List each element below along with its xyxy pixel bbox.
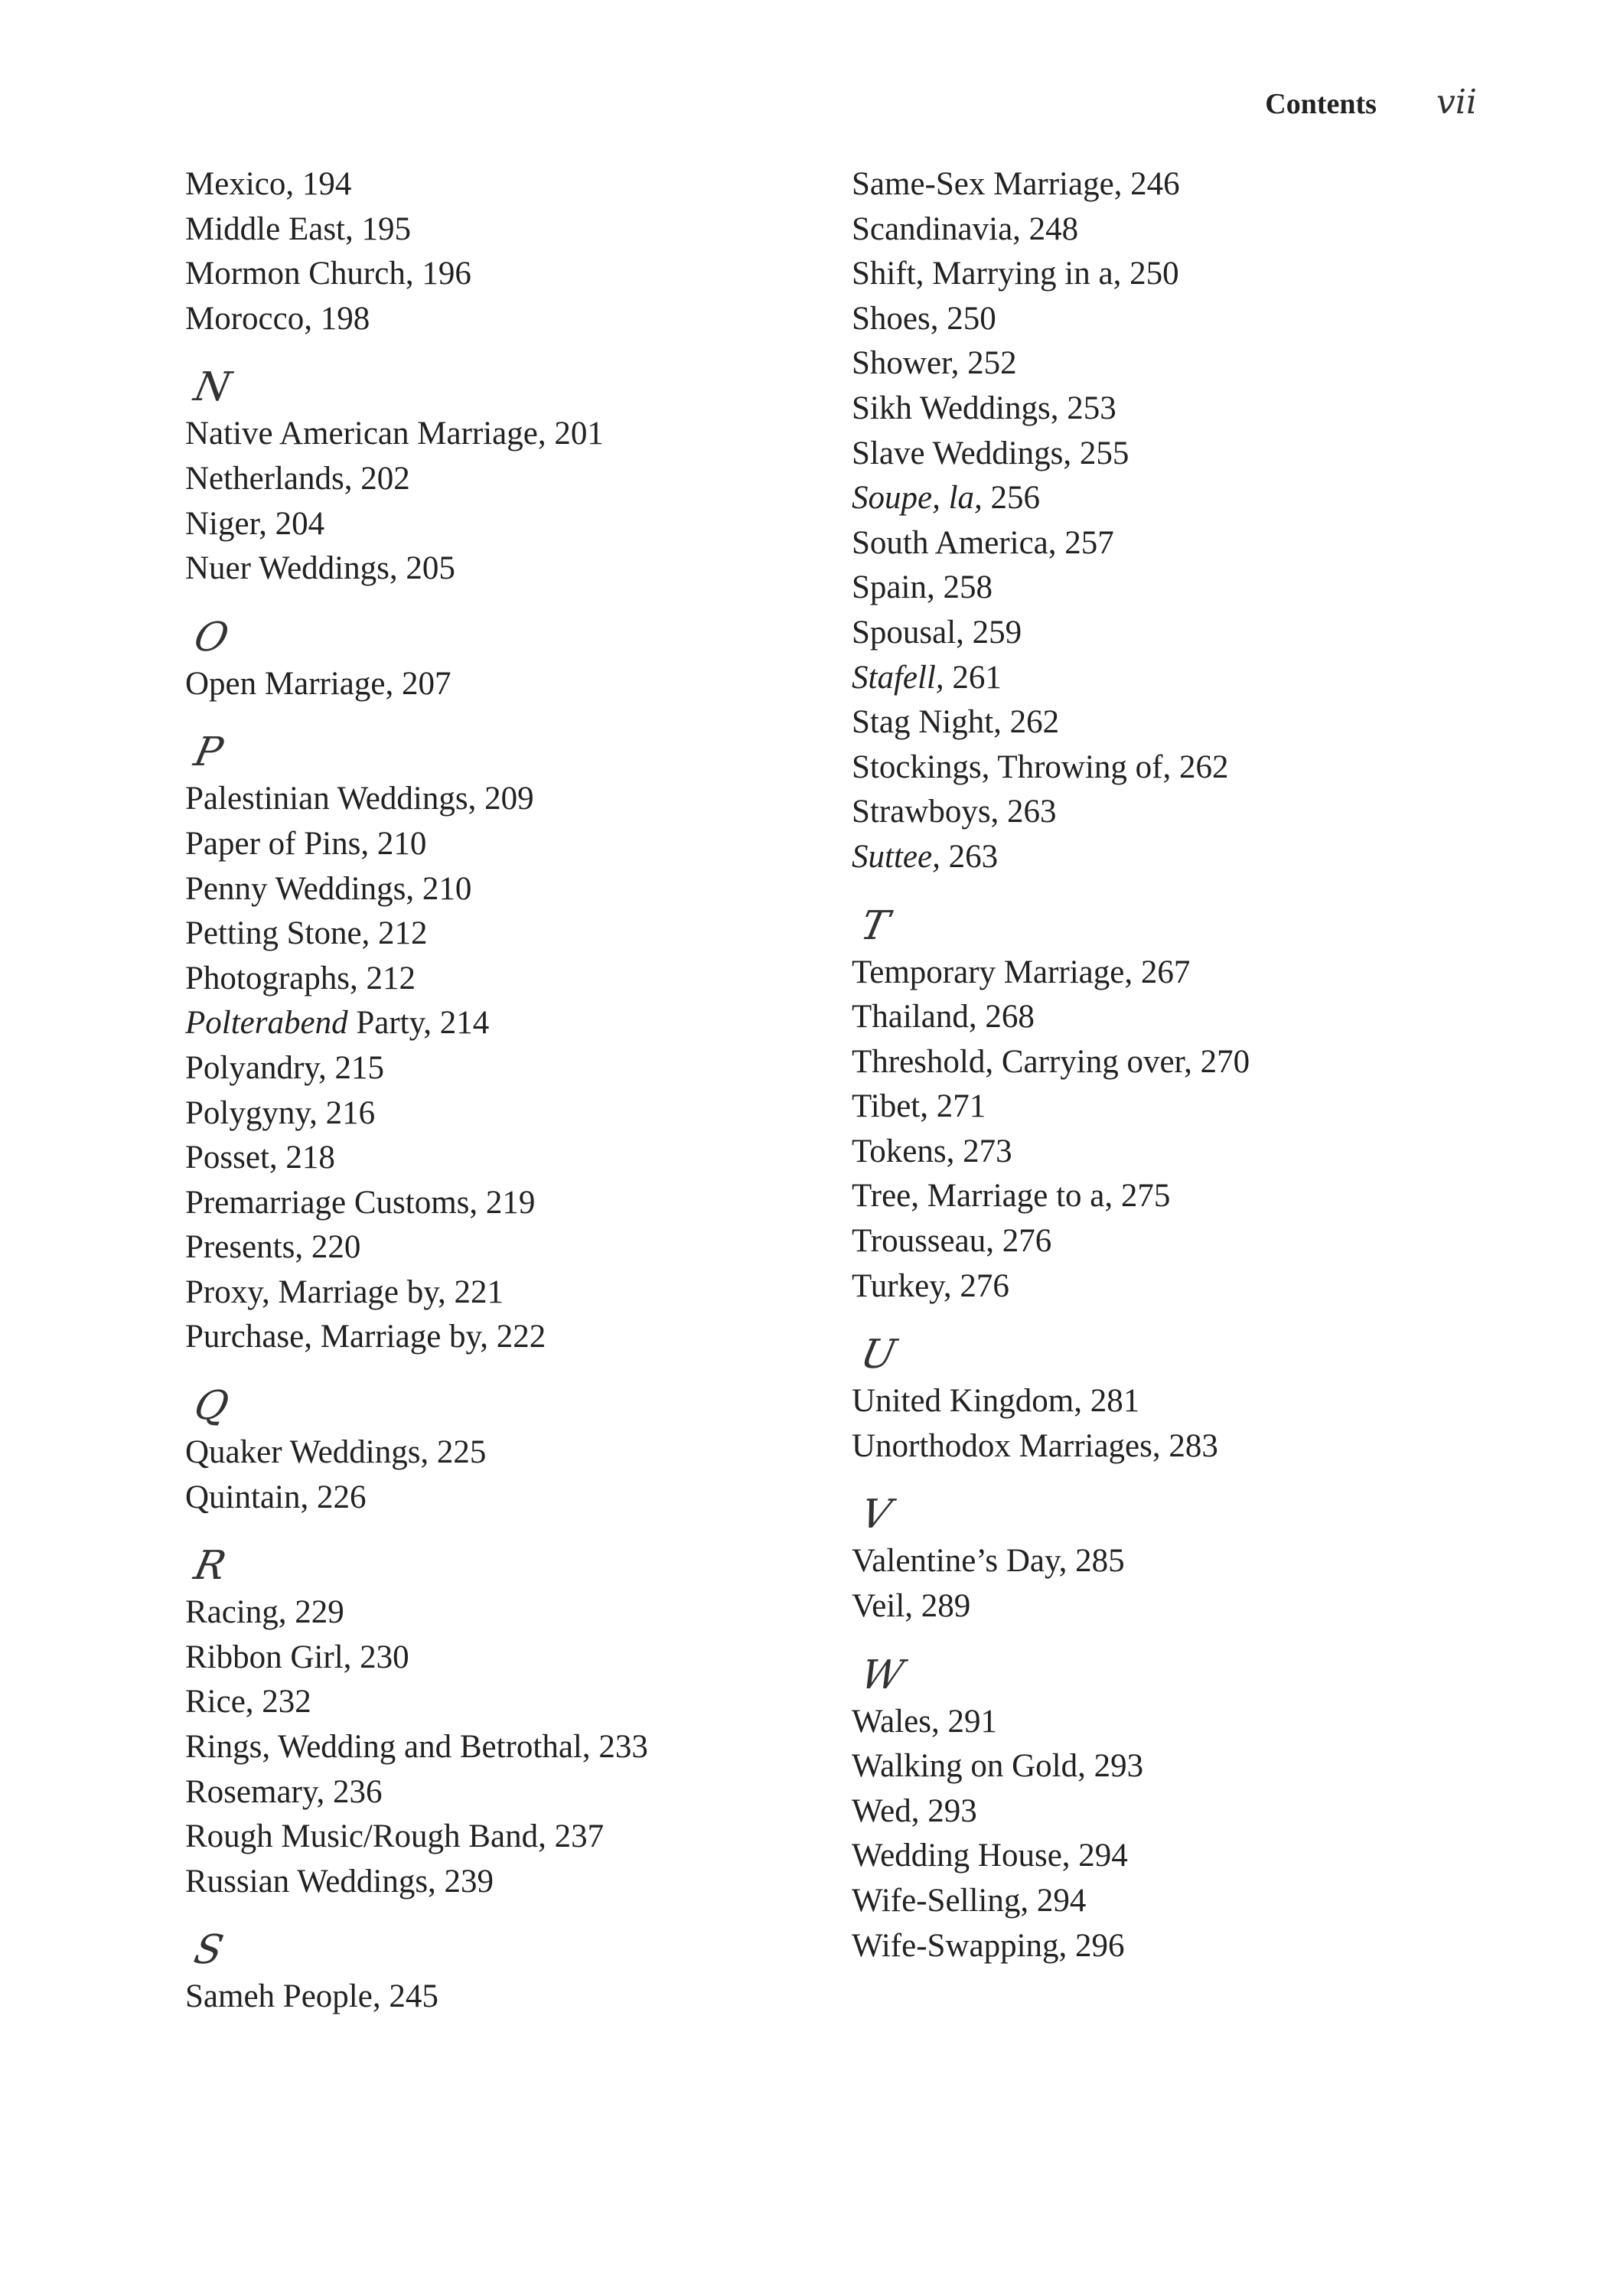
contents-entry — [852, 386, 1479, 432]
entry-text: Stag Night, 262 — [852, 704, 1060, 741]
contents-entry — [852, 1424, 1479, 1469]
contents-entry — [185, 546, 813, 592]
entry-text: Netherlands, 202 — [185, 460, 410, 497]
entry-text: Petting Stone, 212 — [185, 915, 428, 952]
entry-text: Shoes, 250 — [852, 300, 996, 337]
contents-entry — [185, 1315, 813, 1360]
contents-entry — [852, 1700, 1479, 1745]
contents-entry — [852, 1219, 1479, 1264]
contents-entry — [852, 1879, 1479, 1924]
contents-entry — [852, 1264, 1479, 1309]
contents-entry — [185, 1815, 813, 1860]
letter-section — [852, 1490, 1479, 1629]
entry-text: Polyandry, 215 — [185, 1049, 384, 1086]
entry-text: Valentine’s Day, 285 — [852, 1543, 1125, 1580]
entry-text: Sikh Weddings, 253 — [852, 390, 1116, 426]
entry-italic-term: Polterabend — [185, 1005, 348, 1042]
entry-text: Veil, 289 — [852, 1588, 971, 1625]
running-head — [1265, 83, 1477, 122]
contents-entry — [852, 1130, 1479, 1175]
contents-entry — [852, 162, 1479, 207]
entry-text: Presents, 220 — [185, 1229, 361, 1266]
letter-section — [185, 613, 813, 707]
section-letter-heading: O — [190, 614, 233, 660]
contents-entry — [852, 611, 1479, 656]
contents-entry — [852, 745, 1479, 791]
running-head-title: Contents — [1265, 88, 1377, 120]
entry-text: Rings, Wedding and Betrothal, 233 — [185, 1729, 648, 1766]
entry-text: Stockings, Throwing of, 262 — [852, 748, 1229, 785]
contents-left-column — [185, 162, 813, 2020]
entry-text: Middle East, 195 — [185, 210, 411, 247]
entry-italic-term: Soupe, la, — [852, 480, 983, 517]
entry-text: Photographs, 212 — [185, 960, 416, 996]
entry-text: Spain, 258 — [852, 569, 993, 606]
entry-text: Palestinian Weddings, 209 — [185, 781, 534, 817]
contents-entry — [852, 1174, 1479, 1219]
contents-entry — [185, 1770, 813, 1815]
entry-text: Rosemary, 236 — [185, 1773, 383, 1810]
entry-text: Native American Marriage, 201 — [185, 416, 604, 452]
contents-entry — [185, 1590, 813, 1636]
entry-text: Morocco, 198 — [185, 300, 370, 337]
entry-text: Thailand, 268 — [852, 999, 1035, 1035]
contents-entry — [185, 1725, 813, 1770]
entry-text: Strawboys, 263 — [852, 794, 1057, 830]
entry-text: Paper of Pins, 210 — [185, 825, 427, 862]
contents-entry — [185, 957, 813, 1002]
entry-text: Shift, Marrying in a, 250 — [852, 256, 1179, 292]
contents-entry — [185, 662, 813, 707]
entry-text: Penny Weddings, 210 — [185, 870, 472, 907]
contents-entry — [185, 1636, 813, 1681]
letter-section — [185, 1541, 813, 1904]
entry-text: 261 — [944, 659, 1002, 696]
letter-section — [852, 162, 1479, 880]
contents-entry — [185, 252, 813, 297]
contents-entry — [852, 1789, 1479, 1835]
contents-entry — [185, 1046, 813, 1091]
contents-entry — [852, 1584, 1479, 1629]
contents-entry — [852, 1379, 1479, 1424]
entry-text: Purchase, Marriage by, 222 — [185, 1319, 546, 1355]
contents-entry — [185, 1476, 813, 1521]
entry-text: Unorthodox Marriages, 283 — [852, 1427, 1218, 1464]
contents-entry — [185, 1181, 813, 1226]
letter-section — [185, 162, 813, 341]
entry-text: Wed, 293 — [852, 1792, 977, 1829]
contents-entry — [852, 566, 1479, 611]
entry-text: Racing, 229 — [185, 1594, 344, 1631]
contents-entry — [852, 476, 1479, 521]
entry-text: Mormon Church, 196 — [185, 256, 471, 292]
contents-entry — [852, 995, 1479, 1040]
entry-text: Scandinavia, 248 — [852, 210, 1079, 247]
entry-text: Tibet, 271 — [852, 1088, 986, 1125]
entry-text: South America, 257 — [852, 524, 1114, 561]
contents-entry — [185, 457, 813, 502]
contents-entry — [185, 1975, 813, 2020]
contents-entry — [852, 1924, 1479, 1969]
letter-section — [185, 1381, 813, 1520]
contents-entry — [852, 951, 1479, 996]
entry-text: Proxy, Marriage by, 221 — [185, 1274, 504, 1310]
entry-text: Niger, 204 — [185, 505, 325, 542]
section-letter-heading: P — [190, 729, 227, 776]
letter-section — [185, 728, 813, 1360]
contents-entry — [185, 1225, 813, 1270]
entry-text: Tree, Marriage to a, 275 — [852, 1178, 1171, 1215]
section-letter-heading: T — [856, 902, 893, 949]
contents-entry — [852, 207, 1479, 253]
contents-entry — [852, 700, 1479, 745]
contents-entry — [185, 822, 813, 867]
entry-text: Wife-Selling, 294 — [852, 1883, 1087, 1919]
contents-entry — [852, 521, 1479, 566]
contents-entry — [185, 1136, 813, 1181]
contents-entry — [852, 297, 1479, 342]
contents-right-column — [852, 162, 1479, 1968]
entry-text: Polygyny, 216 — [185, 1094, 376, 1131]
entry-text: Slave Weddings, 255 — [852, 435, 1129, 471]
contents-entry — [185, 1860, 813, 1905]
entry-text: Rice, 232 — [185, 1684, 311, 1720]
entry-text: Party, 214 — [347, 1005, 490, 1042]
contents-entry — [185, 1270, 813, 1316]
contents-entry — [185, 777, 813, 822]
contents-entry — [852, 835, 1479, 880]
letter-section — [185, 1926, 813, 2020]
section-letter-heading: N — [190, 364, 235, 411]
entry-text: Mexico, 194 — [185, 166, 352, 202]
entry-text: Same-Sex Marriage, 246 — [852, 166, 1180, 202]
contents-entry — [185, 502, 813, 547]
contents-entry — [185, 297, 813, 342]
entry-text: Walking on Gold, 293 — [852, 1748, 1144, 1785]
contents-entry — [185, 912, 813, 957]
entry-text: Trousseau, 276 — [852, 1223, 1052, 1260]
contents-entry — [185, 867, 813, 912]
entry-text: United Kingdom, 281 — [852, 1383, 1140, 1420]
entry-text: Shower, 252 — [852, 345, 1017, 382]
contents-entry — [852, 1084, 1479, 1130]
entry-text: Wife-Swapping, 296 — [852, 1927, 1125, 1964]
contents-entry — [852, 790, 1479, 835]
section-letter-heading: V — [856, 1492, 895, 1538]
contents-entry — [185, 412, 813, 457]
letter-section — [852, 902, 1479, 1309]
entry-text: Posset, 218 — [185, 1140, 335, 1176]
section-letter-heading: Q — [190, 1383, 233, 1430]
entry-text: Nuer Weddings, 205 — [185, 550, 455, 587]
section-letter-heading: W — [856, 1652, 908, 1698]
contents-entry — [185, 207, 813, 253]
entry-text: Russian Weddings, 239 — [185, 1863, 494, 1900]
entry-text: Temporary Marriage, 267 — [852, 954, 1191, 990]
letter-section — [852, 1330, 1479, 1469]
contents-entry — [852, 341, 1479, 386]
entry-text: Tokens, 273 — [852, 1133, 1012, 1169]
entry-text: Premarriage Customs, 219 — [185, 1184, 536, 1221]
entry-text: Ribbon Girl, 230 — [185, 1639, 409, 1675]
contents-entry — [852, 1834, 1479, 1879]
contents-entry — [185, 1091, 813, 1137]
entry-text: Wales, 291 — [852, 1703, 997, 1740]
contents-entry — [185, 1430, 813, 1476]
entry-italic-term: Stafell, — [852, 659, 944, 696]
contents-entry — [852, 1040, 1479, 1085]
section-letter-heading: R — [190, 1543, 230, 1590]
entry-text: Turkey, 276 — [852, 1267, 1009, 1304]
entry-text: Threshold, Carrying over, 270 — [852, 1043, 1250, 1080]
letter-section — [185, 363, 813, 591]
entry-text: Spousal, 259 — [852, 614, 1022, 651]
entry-text: Sameh People, 245 — [185, 1978, 438, 2015]
contents-entry — [852, 252, 1479, 297]
contents-entry — [185, 1680, 813, 1725]
letter-section — [852, 1651, 1479, 1969]
contents-entry — [852, 1744, 1479, 1789]
section-letter-heading: S — [190, 1927, 227, 1974]
contents-entry — [852, 656, 1479, 701]
entry-text: Open Marriage, 207 — [185, 665, 451, 702]
contents-entry — [185, 162, 813, 207]
page-number: vii — [1436, 83, 1477, 122]
entry-text: Wedding House, 294 — [852, 1838, 1128, 1874]
entry-italic-term: Suttee, — [852, 838, 940, 875]
section-letter-heading: U — [856, 1332, 901, 1378]
entry-text: Quaker Weddings, 225 — [185, 1434, 487, 1471]
entry-text: 256 — [982, 480, 1041, 517]
contents-entry — [185, 1001, 813, 1046]
contents-entry — [852, 1539, 1479, 1584]
entry-text: Rough Music/Rough Band, 237 — [185, 1818, 605, 1855]
contents-entry — [852, 432, 1479, 477]
entry-text: 263 — [940, 838, 999, 875]
entry-text: Quintain, 226 — [185, 1479, 367, 1515]
